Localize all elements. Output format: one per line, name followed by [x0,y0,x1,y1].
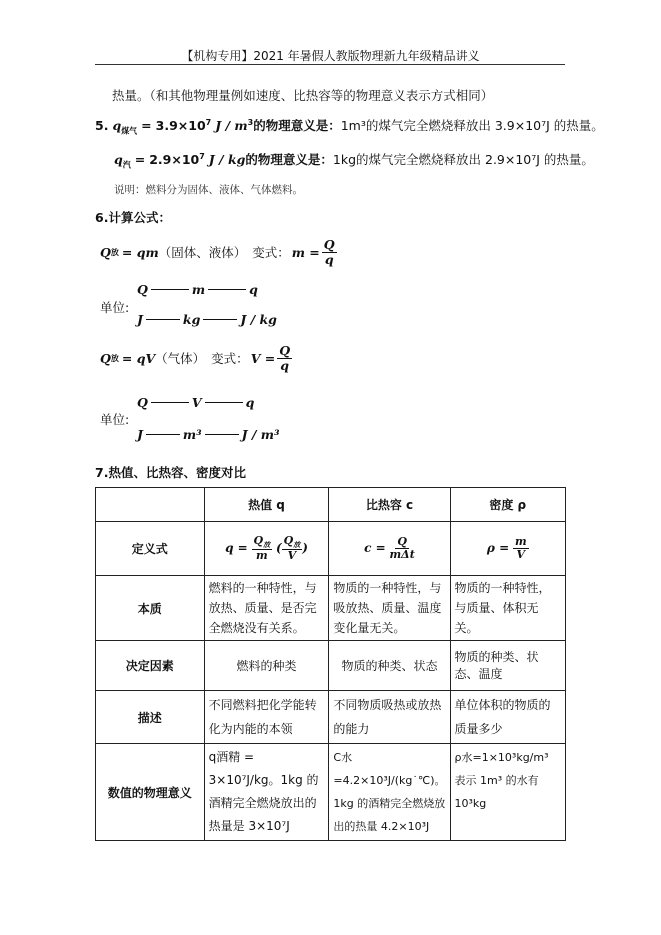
density-formula: ρ = $\frac{m}{V}$ [450,522,566,576]
cell-specific-heat-meaning: C水=4.2×10³J/(kg˙℃)。1kg 的酒精完全燃烧放出的热量 4.2×10³J [329,744,450,841]
row-label-description: 描述 [96,691,205,744]
equals-sign: = [141,118,152,133]
table-row [96,641,566,691]
item6-title: 6.计算公式： [95,210,171,225]
variant-fraction [277,344,292,373]
value: 3.9×10 [155,118,206,133]
header-divider [95,64,565,65]
variant-lhs: V = [250,350,276,366]
row-label-definition: 定义式 [96,522,205,576]
meaning-text: 1kg的煤气完全燃烧释放出 2.9×10⁷J 的热量。 [332,152,594,167]
heat-value-formula: q = $\frac{Q_放}{m}$ ( $\frac{Q_放}{V}$ ) [204,522,329,576]
unit-joule: J [137,312,143,327]
formula-gas [100,344,292,373]
row-label-essence: 本质 [96,576,205,641]
unit-heat-value-symbol: q [245,395,255,410]
cell-density-meaning: ρ水=1×10³kg/m³ 表示 1m³ 的水有 10³kg [450,744,566,841]
unit-joule: J [137,427,143,442]
cell-specific-heat-description: 不同物质吸热或放热的能力 [329,691,450,744]
exponent: 7 [205,117,212,127]
q-symbol: q [112,118,122,133]
variant-lhs: m = [291,244,320,260]
item5-number: 5. [95,118,109,133]
item5-gasoline-line [114,150,594,171]
variant-label: 变式： [211,351,249,367]
units1-top-row [137,282,258,297]
intro-text: 热量。（和其他物理量例如速度、比热容等的物理意义表示方式相同） [112,88,494,103]
document-header: 【机构专用】2021 年暑假人教版物理新九年级精品讲义 [181,49,480,63]
cell-specific-heat-factors: 物质的种类、状态 [329,641,450,691]
formula-solid-liquid [100,238,337,267]
exponent: 7 [199,151,205,161]
cell-heat-value-meaning: q酒精 = 3×10⁷J/kg。1kg 的酒精完全燃烧放出的热量是 3×10⁷J [204,744,329,841]
fraction-numerator: Q [323,237,335,252]
fuel-note: 说明：燃料分为固体、液体、气体燃料。 [114,184,303,196]
q-released-symbol: Q [100,350,111,366]
q-subscript: 汽 [122,160,131,170]
specific-heat-formula: c = $\frac{Q}{\text{mΔt}}$ [329,522,450,576]
units2-label: 单位: [100,412,130,427]
unit-joule-per-cubic-meter: J / m³ [241,427,280,442]
units1-label: 单位: [100,300,130,315]
cell-density-essence: 物质的一种特性，与质量、体积无关。 [450,576,566,641]
connector-line [151,289,189,290]
meaning-text: 1m³的煤气完全燃烧释放出 3.9×10⁷J 的热量。 [340,118,604,133]
connector-line [205,402,243,403]
formula-rhs: = qm [121,244,159,260]
row-label-numeric-meaning: 数值的物理意义 [96,744,205,841]
table-header-row [96,488,566,522]
variant-fraction [322,238,337,267]
variant-label: 变式： [252,245,290,261]
unit-cubic-meter: m³ [182,427,202,442]
unit-heat-value-symbol: q [249,282,258,297]
header-specific-heat: 比热容 c [329,488,450,522]
comparison-table [95,487,566,841]
unit-heat-symbol: Q [137,395,148,410]
connector-line [205,434,239,435]
table-row [96,576,566,641]
units2-top-row [137,395,254,410]
cell-specific-heat-essence: 物质的一种特性，与吸放热、质量、温度变化量无关。 [329,576,450,641]
cell-heat-value-factors: 燃料的种类 [204,641,329,691]
meaning-label: 的物理意义是： [245,152,333,167]
table-row [96,744,566,841]
value: 2.9×10 [149,152,200,167]
unit: J / kg [208,152,246,167]
table-row [96,522,566,576]
header-heat-value: 热值 q [204,488,329,522]
connector-line [151,402,189,403]
cell-heat-value-essence: 燃料的一种特性，与放热、质量、是否完全燃烧没有关系。 [204,576,329,641]
q-released-subscript: 放 [110,353,119,363]
fraction-denominator: q [280,357,290,373]
header-density: 密度 ρ [450,488,566,522]
unit-volume-symbol: V [191,395,202,410]
unit-kilogram: kg [182,312,201,327]
unit-exponent: 3 [247,117,254,127]
q-symbol: q [114,152,123,167]
unit-joule-per-kg: J / kg [240,312,277,327]
unit-heat-symbol: Q [137,282,148,297]
connector-line [208,289,246,290]
q-subscript: 煤气 [121,126,138,136]
cell-density-description: 单位体积的物质的质量多少 [450,691,566,744]
q-released-subscript: 放 [110,247,119,257]
units2-bottom-row [137,427,280,442]
formula-condition: （固体、液体） [158,245,247,261]
connector-line [146,434,180,435]
item5-coal-gas-line [95,116,604,137]
q-released-symbol: Q [100,244,111,260]
meaning-label: 的物理意义是： [253,118,341,133]
connector-line [203,319,237,320]
fraction-numerator: Q [279,343,291,358]
unit-mass-symbol: m [191,282,206,297]
header-cell-empty [96,488,205,522]
cell-heat-value-description: 不同燃料把化学能转化为内能的本领 [204,691,329,744]
fraction-denominator: q [324,251,334,267]
cell-density-factors: 物质的种类、状态、温度 [450,641,566,691]
connector-line [146,319,180,320]
formula-condition: （气体） [155,351,206,367]
unit: J / m [215,118,248,133]
item7-title: 7.热值、比热容、密度对比 [95,465,246,480]
formula-rhs: = qV [121,350,156,366]
equals-sign: = [134,152,146,167]
table-row [96,691,566,744]
row-label-factors: 决定因素 [96,641,205,691]
units1-bottom-row [137,312,277,327]
